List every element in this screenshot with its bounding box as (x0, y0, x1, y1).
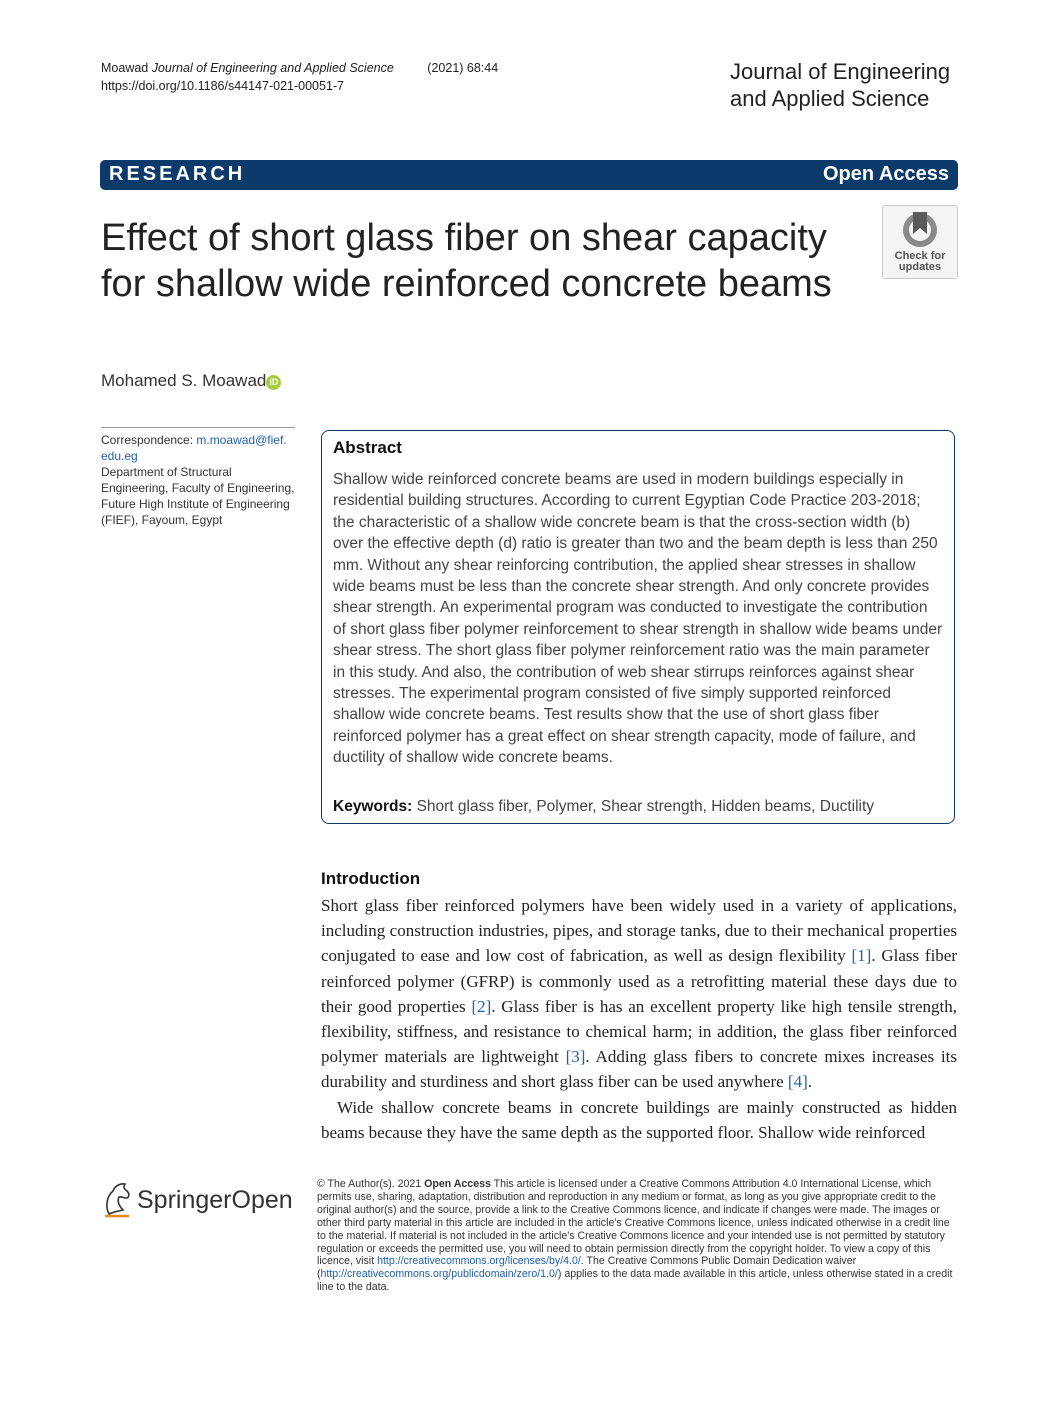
license-text: . The Creative Commons Public Domain Dedication waiver ( (317, 1255, 857, 1281)
journal-name-line1: Journal of Engineering (730, 59, 951, 84)
divider (101, 427, 295, 428)
abstract-box (321, 430, 955, 824)
introduction-body (321, 893, 957, 1145)
check-for-updates-line1: Check for (894, 250, 946, 262)
author-line (101, 371, 281, 391)
intro-text: Short glass fiber reinforced polymers have been widely used in a variety of applications, including construction industries, pipes, and storage tanks, due to their mechanical properties conjugated to ease and low cost of fabrication, as well as design flexibility (321, 896, 957, 966)
reference-link-4[interactable]: [4] (787, 1072, 808, 1092)
intro-text: . Glass fiber reinforced polymer (GFRP) is commonly used as a retrofitting material these days due to their good properties (321, 946, 957, 1016)
abstract-text: Shallow wide reinforced concrete beams are used in modern buildings especially in residential building structures. According to current Egyptian Code Practice 203-2018; the characteristic of a shallow wide concrete beam is that the cross-section width (b) over the effective depth (d) ratio is greater than two and the beam depth is less than 250 mm. Without any shear reinforcing contribution, the applied shear stresses in shallow wide beams must be less than the concrete shear strength. And only concrete provides shear strength. An experimental program was conducted to investigate the contribution of short glass fiber polymer reinforcement to shear strength in shallow wide beams under shear stress. The short glass fiber polymer reinforcement ratio was the main parameter in this study. And also, the contribution of web shear stirrups reinforces against shear stresses. The experimental program consisted of five simply supported reinforced shallow wide concrete beams. Test results show that the use of short glass fiber reinforced polymer has a great effect on shear strength capacity, mode of failure, and ductility of shallow wide concrete beams. (333, 471, 943, 767)
intro-paragraph-2: Wide shallow concrete beams in concrete buildings are mainly constructed as hidden beams because they have the same depth as the supported floor. Shallow wide reinforced (321, 1097, 957, 1142)
correspondence-email[interactable]: m.moawad@fief. (196, 433, 287, 447)
author-name: Mohamed S. Moawad (101, 371, 267, 390)
springer-open-text: SpringerOpen (137, 1186, 293, 1214)
article-title: Effect of short glass fiber on shear capacity for shallow wide reinforced concrete beams (101, 217, 832, 305)
header-author: Moawad (101, 61, 149, 75)
reference-link-1[interactable]: [1] (851, 946, 872, 966)
license-text: ) applies to the data made available in this article, unless otherwise stated in a credit line to the data. (317, 1268, 953, 1294)
keywords (333, 798, 874, 816)
springer-horse-icon (101, 1180, 133, 1218)
intro-paragraph-1 (321, 893, 957, 1095)
intro-text: . (807, 1072, 812, 1092)
license-text: This article is licensed under a Creative Commons Attribution 4.0 International License, which permits use, sharing, adaptation, distribution and reproduction in any medium or format, as long as you give appropriate credit to the original author(s) and the source, provide a link to the Creative Commons licence, and indicate if changes were made. The images or other third party material in this article are included in the article's Creative Commons licence, unless indicated otherwise in a credit line to the material. If material is not included in the article's Creative Commons licence and your intended use is not permitted by statutory regulation or exceeds the permitted use, you will need to obtain permission directly from the copyright holder. To view a copy of this licence, visit (317, 1178, 950, 1268)
correspondence (101, 432, 301, 528)
public-domain-link[interactable]: http://creativecommons.org/publicdomain/zero/1.0/ (320, 1268, 558, 1281)
keywords-label: Keywords: (333, 798, 413, 815)
correspondence-email-cont[interactable]: edu.eg (101, 449, 138, 463)
check-for-updates-line2: updates (898, 261, 942, 273)
reference-link-3[interactable]: [3] (565, 1047, 586, 1067)
keywords-list: Short glass fiber, Polymer, Shear strength, Hidden beams, Ductility (416, 798, 875, 815)
intro-text: . Glass fiber is has an excellent property like high tensile strength, flexibility, stiffness, and resistance to chemical harm; in addition, the glass fiber reinforced polymer materials are lightweight (321, 996, 957, 1067)
header-journal: Journal of Engineering and Applied Science (151, 61, 394, 75)
license-link[interactable]: http://creativecommons.org/licenses/by/4.0/ (377, 1255, 581, 1268)
header-volume: (2021) 68:44 (427, 61, 499, 75)
check-for-updates-button[interactable] (882, 205, 958, 279)
reference-link-2[interactable]: [2] (471, 996, 492, 1016)
journal-name (730, 58, 950, 112)
article-type: RESEARCH (109, 163, 246, 185)
introduction-heading: Introduction (321, 869, 421, 888)
affiliation: Department of Structural Engineering, Faculty of Engineering, Future High Institute of Engineering (FIEF), Fayoum, Egypt (101, 465, 295, 527)
springer-open-logo[interactable] (101, 1180, 301, 1220)
open-access-label: Open Access (823, 163, 949, 185)
copyright: © The Author(s). 2021 (317, 1178, 425, 1190)
check-for-updates-icon (883, 206, 957, 252)
running-header (101, 59, 498, 95)
journal-name-line2: and Applied Science (730, 86, 930, 111)
header-doi[interactable]: https://doi.org/10.1186/s44147-021-00051-7 (101, 79, 345, 93)
orcid-icon[interactable]: iD (266, 375, 281, 390)
abstract-heading: Abstract (333, 438, 402, 457)
correspondence-label: Correspondence: (101, 433, 194, 447)
article-type-banner (100, 160, 958, 190)
intro-text: . Adding glass fibers to concrete mixes increases its durability and sturdiness and short glass fiber can be used anywhere (321, 1047, 957, 1092)
license-footer (317, 1178, 957, 1294)
open-access-bold: Open Access (424, 1178, 491, 1190)
